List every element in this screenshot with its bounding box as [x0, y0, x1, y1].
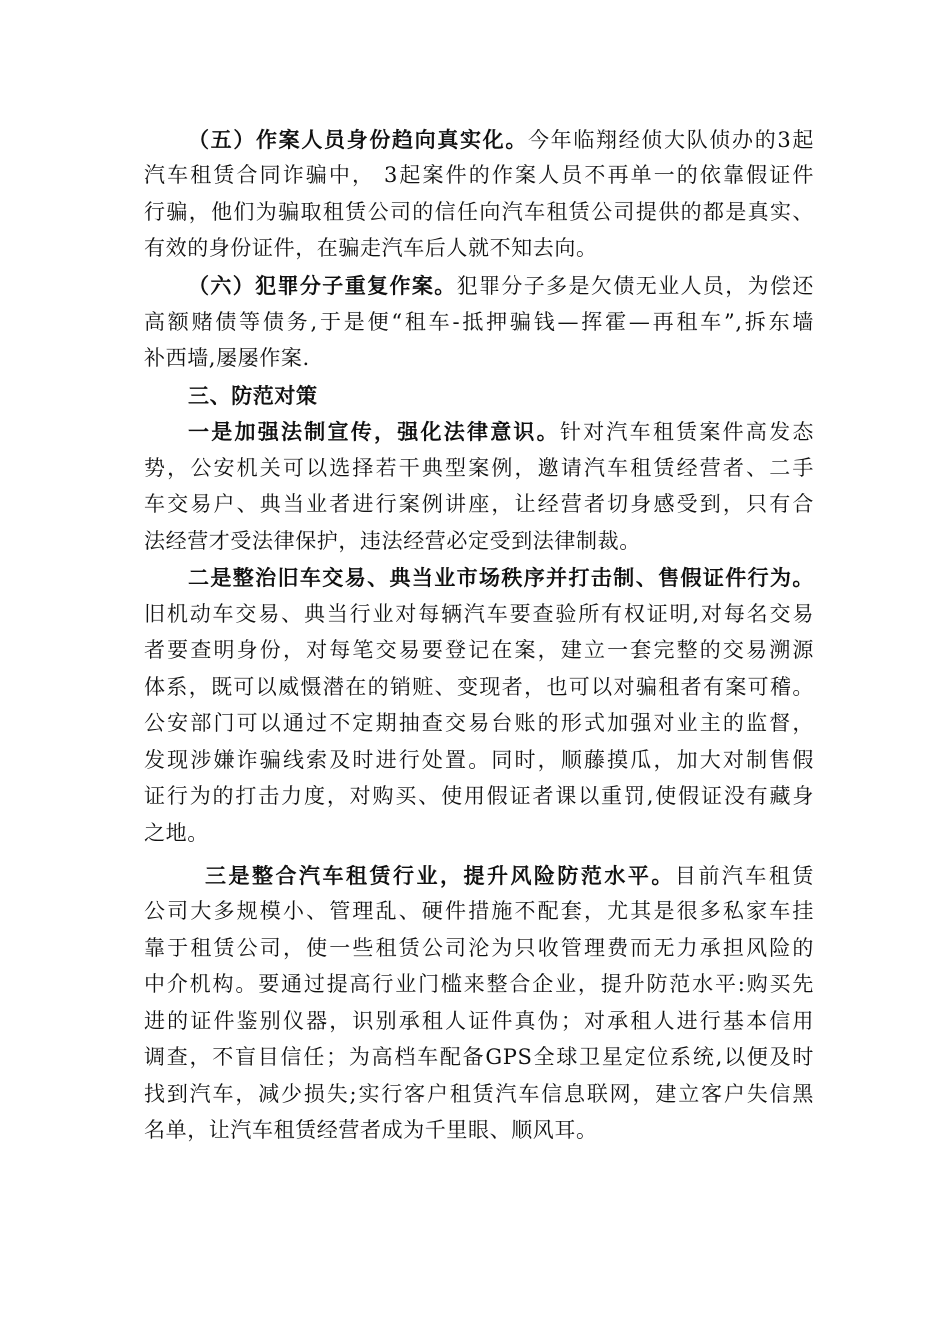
measure-3-line-7: 找到汽车，减少损失;实行客户租赁汽车信息联网，建立客户失信黑: [144, 1082, 814, 1106]
paragraph-6-line-2: 高额赌债等债务,于是便“租车-抵押骗钱—挥霍—再租车”,拆东墙: [144, 310, 814, 334]
measure-1-line-3: 车交易户、典当业者进行案例讲座，让经营者切身感受到，只有合: [144, 492, 814, 516]
measure-3-line-1: 三是整合汽车租赁行业，提升风险防范水平。目前汽车租赁: [205, 863, 814, 888]
measure-1-line-1: 一是加强法制宣传，强化法律意识。针对汽车租赁案件高发态: [188, 419, 814, 444]
measure-2-line-7: 之地。: [144, 821, 209, 845]
paragraph-6-line-3: 补西墙,屡屡作案.: [144, 346, 310, 370]
measure-1-line-2: 势，公安机关可以选择若干典型案例，邀请汽车租赁经营者、二手: [144, 456, 814, 480]
measure-2-line-4: 公安部门可以通过不定期抽查交易台账的形式加强对业主的监督，: [144, 711, 814, 735]
measure-3-heading: 三是整合汽车租赁行业，提升风险防范水平。: [205, 863, 675, 888]
measure-2-line-6: 证行为的打击力度，对购买、使用假证者课以重罚,使假证没有藏身: [144, 784, 814, 808]
measure-2-line-3: 体系，既可以威慑潜在的销赃、变现者，也可以对骗租者有案可稽。: [144, 675, 814, 699]
paragraph-5-line-2: 汽车租赁合同诈骗中， 3起案件的作案人员不再单一的依靠假证件: [144, 163, 814, 187]
measure-3-line-6: 调查，不盲目信任；为高档车配备GPS全球卫星定位系统,以便及时: [144, 1045, 814, 1069]
measure-3-line-8: 名单，让汽车租赁经营者成为千里眼、顺风耳。: [144, 1118, 598, 1142]
paragraph-6-heading: （六）犯罪分子重复作案。: [188, 273, 457, 298]
measure-2-line-1: 旧机动车交易、典当行业对每辆汽车要查验所有权证明,对每名交易: [144, 602, 814, 626]
measure-3-line-3: 靠于租赁公司，使一些租赁公司沦为只收管理费而无力承担风险的: [144, 936, 814, 960]
paragraph-5-line-4: 有效的身份证件，在骗走汽车后人就不知去向。: [144, 236, 598, 260]
paragraph-5-heading: （五）作案人员身份趋向真实化。: [188, 127, 529, 152]
paragraph-5-line-3: 行骗，他们为骗取租赁公司的信任向汽车租赁公司提供的都是真实、: [144, 200, 814, 224]
measure-1-line-4: 法经营才受法律保护，违法经营必定受到法律制裁。: [144, 529, 641, 553]
measure-2-heading: 二是整治旧车交易、典当业市场秩序并打击制、售假证件行为。: [188, 565, 814, 590]
measure-1-heading: 一是加强法制宣传，强化法律意识。: [188, 419, 560, 444]
measure-3-line-4: 中介机构。要通过提高行业门槛来整合企业，提升防范水平:购买先: [144, 972, 814, 996]
paragraph-5-line-1: （五）作案人员身份趋向真实化。今年临翔经侦大队侦办的3起: [188, 127, 814, 152]
measure-2-line-2: 者要查明身份，对每笔交易要登记在案，建立一套完整的交易溯源: [144, 638, 814, 662]
measure-3-line-5: 进的证件鉴别仪器，识别承租人证件真伪；对承租人进行基本信用: [144, 1009, 814, 1033]
measure-2-line-5: 发现涉嫌诈骗线索及时进行处置。同时，顺藤摸瓜，加大对制售假: [144, 748, 814, 772]
paragraph-6-line-1: （六）犯罪分子重复作案。犯罪分子多是欠债无业人员，为偿还: [188, 273, 814, 298]
section-3-title: 三、防范对策: [188, 383, 318, 408]
measure-3-line-2: 公司大多规模小、管理乱、硬件措施不配套，尤其是很多私家车挂: [144, 899, 814, 923]
